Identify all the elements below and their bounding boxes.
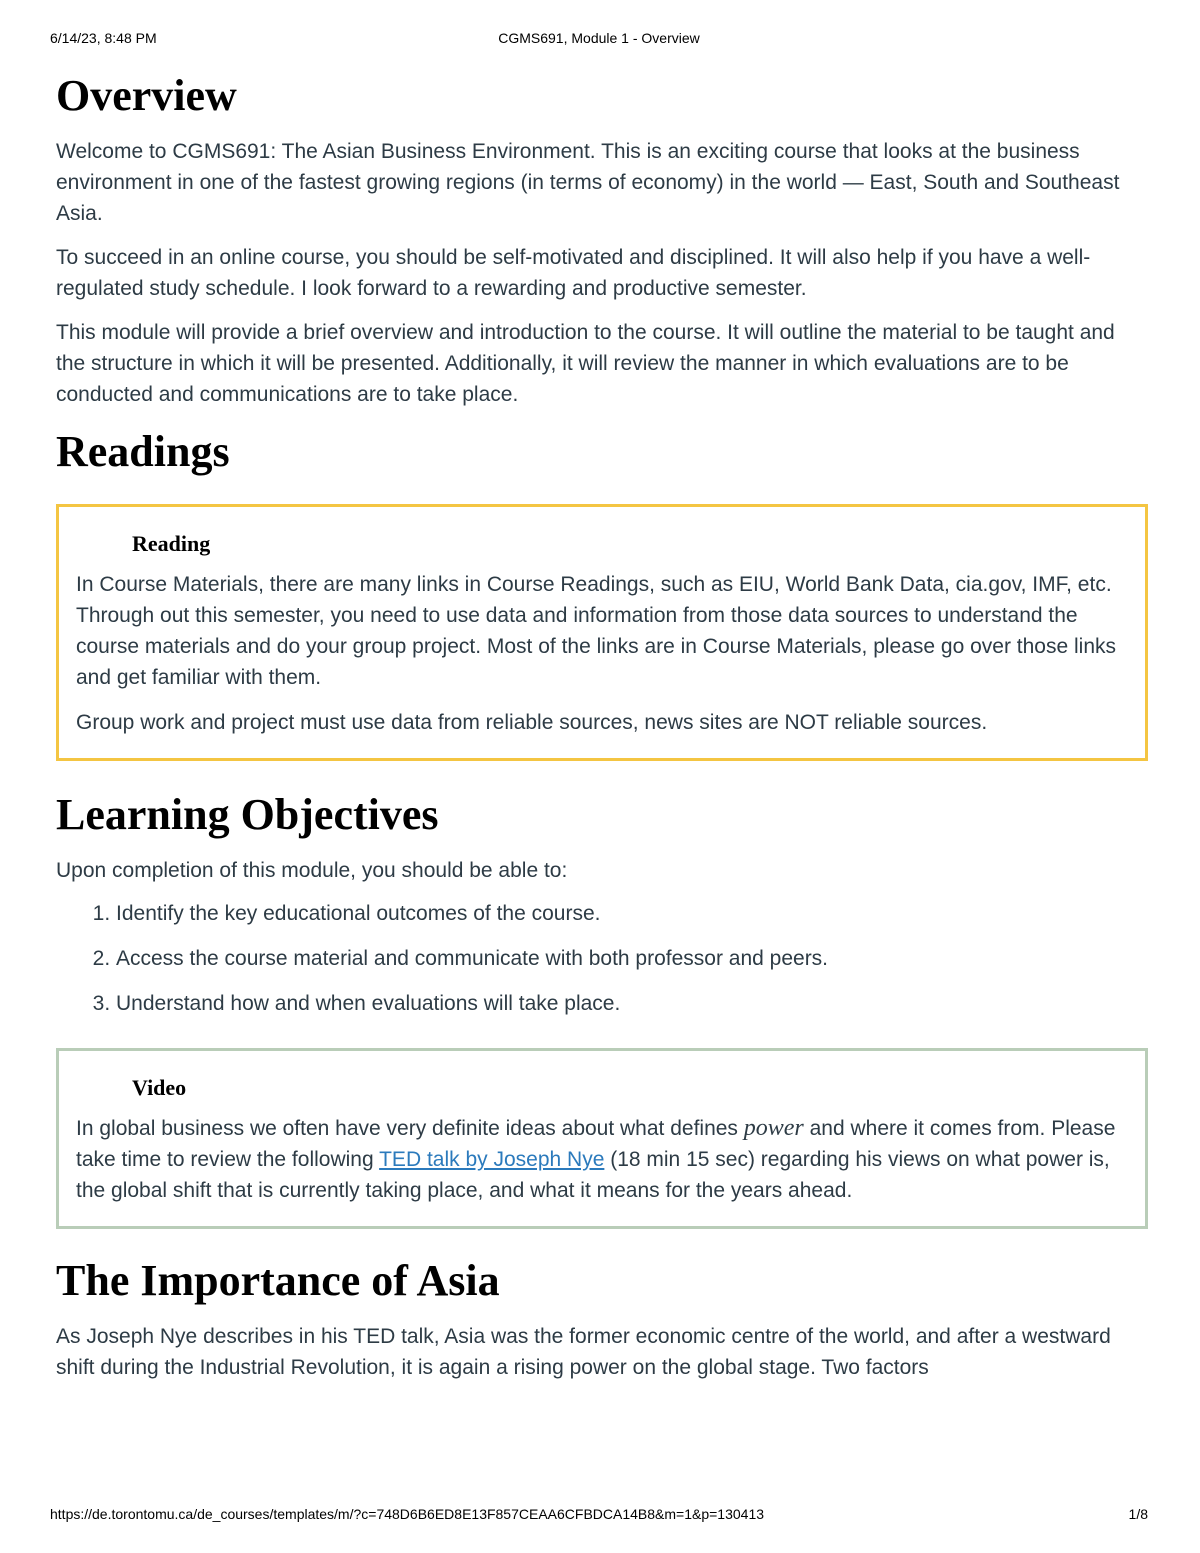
video-text: (18 min 15 sec) regarding his views on what power is, the global shift that is currently taking place, and what it means for the years ahead. [76, 1148, 1110, 1202]
objectives-intro: Upon completion of this module, you should be able to: [56, 859, 568, 882]
overview-paragraph: To succeed in an online course, you should be self-motivated and disciplined. It will also help if you have a well-regulated study schedule. I look forward to a rewarding and productive semester. [56, 246, 1091, 300]
page-content [56, 70, 1148, 1383]
importance-section [56, 1255, 1148, 1383]
print-url: https://de.torontomu.ca/de_courses/templates/m/?c=748D6B6ED8E13F857CEAA6CFBDCA14B8&m=1&p=130413 [50, 1506, 765, 1522]
importance-paragraph: As Joseph Nye describes in his TED talk, Asia was the former economic centre of the world, and after a westward shift during the Industrial Revolution, it is again a rising power on the global stage. Two factors [56, 1325, 1111, 1379]
reading-callout-title: Reading [132, 531, 211, 556]
print-datetime: 6/14/23, 8:48 PM [50, 30, 157, 46]
objective-item: 1. Identify the key educational outcomes of the course. [116, 898, 1148, 929]
overview-paragraph: This module will provide a brief overview and introduction to the course. It will outline the material to be taught and the structure in which it will be presented. Additionally, it will review the manner in which evaluations are to be conducted and communications are to take place. [56, 321, 1115, 406]
overview-heading: Overview [56, 71, 237, 120]
learning-objectives-heading: Learning Objectives [56, 790, 439, 839]
readings-section [56, 426, 1148, 761]
reading-callout [56, 504, 1148, 761]
video-paragraph [76, 1113, 1127, 1206]
objective-item: 2. Access the course material and communicate with both professor and peers. [116, 943, 1148, 974]
video-text: In global business we often have very definite ideas about what defines [76, 1117, 744, 1140]
print-page-title: CGMS691, Module 1 - Overview [498, 30, 700, 46]
video-callout-title: Video [132, 1075, 187, 1100]
print-page-number: 1/8 [1128, 1506, 1148, 1522]
reading-paragraph: In Course Materials, there are many links in Course Readings, such as EIU, World Bank Data, cia.gov, IMF, etc. Through out this semester, you need to use data and information from those data sources to understand the course materials and do your group project. Most of the links are in Course Materials, please go over those links and get familiar with them. [76, 573, 1117, 689]
objectives-list [56, 898, 1148, 1019]
print-footer [50, 1506, 1148, 1524]
print-header [50, 30, 1148, 48]
video-text: and where it comes from. Please take time to review the following [76, 1117, 1116, 1171]
learning-objectives-section [56, 789, 1148, 1229]
readings-heading: Readings [56, 427, 230, 476]
importance-heading: The Importance of Asia [56, 1256, 500, 1305]
video-callout [56, 1048, 1148, 1229]
overview-paragraph: Welcome to CGMS691: The Asian Business Environment. This is an exciting course that looks at the business environment in one of the fastest growing regions (in terms of economy) in the world — East, South and Southeast Asia. [56, 140, 1120, 225]
ted-talk-link[interactable]: TED talk by Joseph Nye [379, 1148, 605, 1171]
objective-item: 3. Understand how and when evaluations will take place. [116, 988, 1148, 1019]
overview-section [56, 70, 1148, 410]
reading-paragraph: Group work and project must use data from reliable sources, news sites are NOT reliable sources. [76, 711, 988, 734]
power-word: power [743, 1115, 804, 1141]
